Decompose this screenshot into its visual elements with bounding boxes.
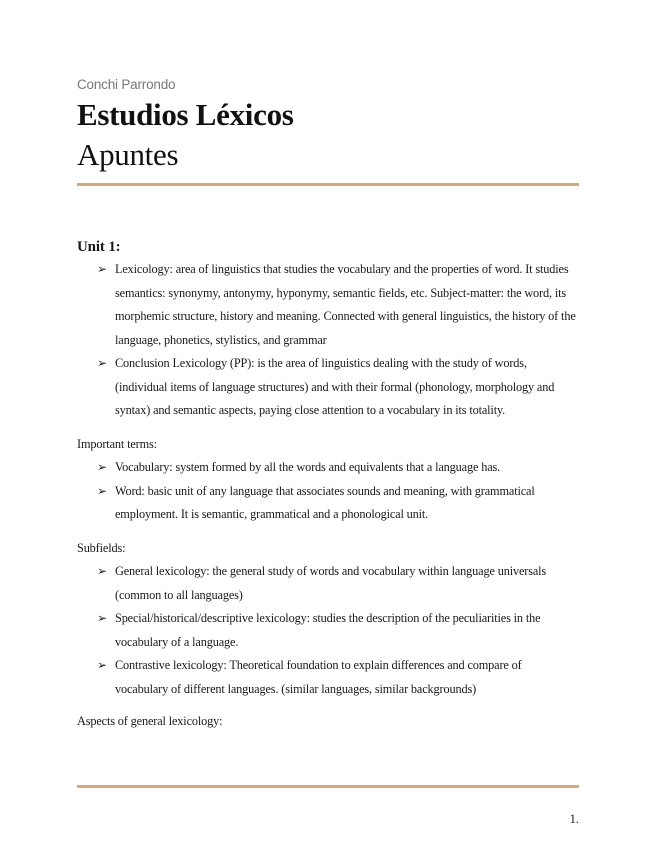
page-number: 1. bbox=[569, 812, 579, 826]
list-item-text: Special/historical/descriptive lexicology: studies the description of the peculiarities in the vocabulary of a language. bbox=[115, 611, 541, 649]
arrowhead-bullet-icon: ➢ bbox=[97, 356, 107, 370]
list-item-text: Contrastive lexicology: Theoretical foundation to explain differences and compare of vocabulary of different languages. (similar languages, similar backgrounds) bbox=[115, 658, 522, 696]
unit-heading: Unit 1: bbox=[77, 239, 121, 255]
list-item-text: Conclusion Lexicology (PP): is the area of linguistics dealing with the study of words, (individual items of language structures) and with their formal (phonology, morphology and syntax) and semantic aspects, paying close attention to a vocabulary in its totality. bbox=[115, 356, 555, 417]
list-item-text: Lexicology: area of linguistics that studies the vocabulary and the properties of word. It studies semantics: synonymy, antonymy, hyponymy, semantic fields, etc. Subject-matter: the word, its morphemic structure, history and meaning. Connected with general linguistics, the history of the language, phonetics, stylistics, and grammar bbox=[115, 262, 576, 347]
list-item bbox=[77, 456, 577, 480]
list-item bbox=[77, 607, 577, 654]
document-subtitle: Apuntes bbox=[77, 137, 179, 172]
list-item bbox=[77, 480, 577, 527]
important-terms-list bbox=[77, 456, 577, 527]
list-item-text: General lexicology: the general study of words and vocabulary within language universals (common to all languages) bbox=[115, 564, 547, 602]
list-item bbox=[77, 258, 577, 352]
arrowhead-bullet-icon: ➢ bbox=[97, 658, 107, 672]
arrowhead-bullet-icon: ➢ bbox=[97, 460, 107, 474]
unit-bullet-list bbox=[77, 258, 577, 423]
list-item bbox=[77, 560, 577, 607]
list-item-text: Word: basic unit of any language that associates sounds and meaning, with grammatical employment. It is semantic, grammatical and a phonological unit. bbox=[115, 483, 535, 521]
aspects-label: Aspects of general lexicology: bbox=[77, 714, 223, 728]
arrowhead-bullet-icon: ➢ bbox=[97, 611, 107, 625]
list-item bbox=[77, 654, 577, 701]
arrowhead-bullet-icon: ➢ bbox=[97, 262, 107, 276]
list-item-text: Vocabulary: system formed by all the words and equivalents that a language has. bbox=[115, 460, 501, 474]
list-item bbox=[77, 352, 577, 423]
arrowhead-bullet-icon: ➢ bbox=[97, 564, 107, 578]
subfields-label: Subfields: bbox=[77, 540, 126, 555]
footer-divider bbox=[77, 785, 579, 788]
important-terms-label: Important terms: bbox=[77, 436, 157, 451]
header-divider bbox=[77, 183, 579, 186]
arrowhead-bullet-icon: ➢ bbox=[97, 483, 107, 498]
author-name: Conchi Parrondo bbox=[77, 77, 176, 92]
document-body bbox=[77, 230, 577, 734]
document-title: Estudios Léxicos bbox=[77, 97, 294, 132]
subfields-list bbox=[77, 560, 577, 701]
